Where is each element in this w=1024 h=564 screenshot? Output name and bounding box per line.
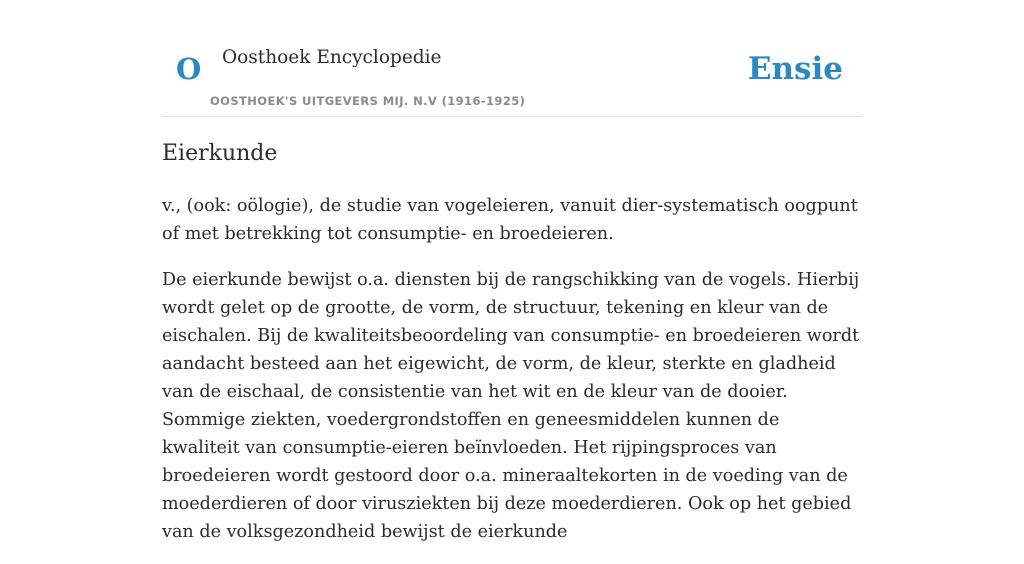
publisher-label: OOSTHOEK'S UITGEVERS MIJ. N.V (1916-1925) — [210, 94, 526, 108]
source-header — [162, 0, 862, 117]
entry-paragraph: De eierkunde bewijst o.a. diensten bij de rangschikking van de vogels. Hierbij wordt gelet op de grootte, de vorm, de structuur, tekening en kleur van de eischalen. Bij de kwaliteitsbeoordeling van consumptie- en broedeieren wordt aandacht besteed aan het eigewicht, de vorm, de kleur, sterkte en gladheid van de eischaal, de consistentie van het wit en de kleur van de dooier. Sommige ziekten, voedergrondstoffen en geneesmiddelen kunnen de kwaliteit van consumptie-eieren beïnvloeden. Het rijpingsproces van broedeieren wordt gestoord door o.a. mineraaltekorten in de voeding van de moederdieren of door virusziekten bij deze moederdieren. Ook op het gebied van de volksgezondheid bewijst de eierkunde — [162, 270, 860, 542]
entry-title: Eierkunde — [162, 141, 278, 166]
source-title[interactable]: Oosthoek Encyclopedie — [222, 47, 442, 68]
source-logo[interactable]: O — [176, 52, 202, 86]
entry-body — [162, 192, 862, 564]
entry-card — [162, 0, 862, 542]
entry-paragraph: v., (ook: oölogie), de studie van vogeleieren, vanuit dier-systematisch oogpunt of met betrekking tot consumptie- en broedeieren. — [162, 196, 858, 244]
brand-logo[interactable]: Ensie — [747, 51, 843, 87]
